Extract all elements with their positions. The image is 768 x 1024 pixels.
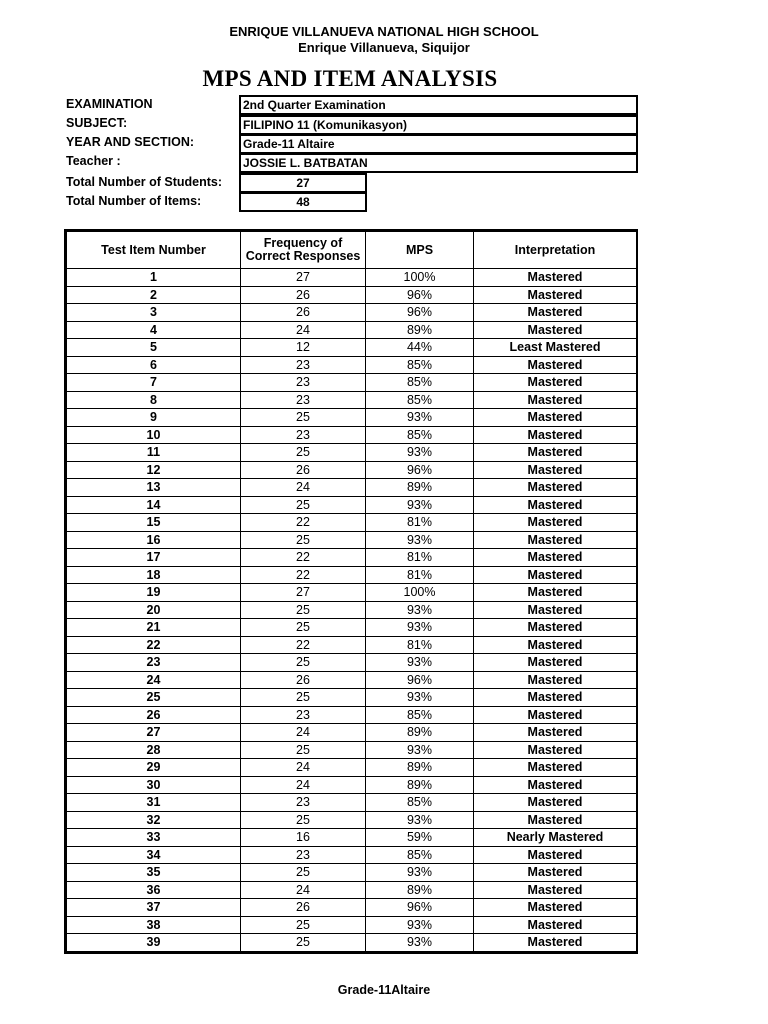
item-number-cell: 9 xyxy=(67,409,241,427)
students-value: 27 xyxy=(239,173,367,193)
interpretation-cell: Mastered xyxy=(474,636,637,654)
table-row xyxy=(67,444,637,462)
table-row xyxy=(67,899,637,917)
item-number-cell: 17 xyxy=(67,549,241,567)
interpretation-cell: Mastered xyxy=(474,846,637,864)
mps-cell: 89% xyxy=(366,479,474,497)
interpretation-cell: Mastered xyxy=(474,706,637,724)
mps-cell: 96% xyxy=(366,899,474,917)
mps-cell: 93% xyxy=(366,444,474,462)
frequency-cell: 22 xyxy=(241,636,366,654)
footer-text: Grade-11Altaire xyxy=(337,983,431,997)
item-number-cell: 4 xyxy=(67,321,241,339)
interpretation-cell: Mastered xyxy=(474,269,637,287)
students-label: Total Number of Students: xyxy=(66,175,223,189)
item-number-cell: 37 xyxy=(67,899,241,917)
mps-cell: 93% xyxy=(366,531,474,549)
mps-cell: 96% xyxy=(366,671,474,689)
item-number-cell: 3 xyxy=(67,304,241,322)
mps-cell: 89% xyxy=(366,881,474,899)
table-row xyxy=(67,549,637,567)
subject-label: SUBJECT: xyxy=(66,116,128,130)
table-row xyxy=(67,934,637,952)
mps-cell: 89% xyxy=(366,776,474,794)
frequency-cell: 25 xyxy=(241,689,366,707)
interpretation-cell: Mastered xyxy=(474,759,637,777)
table-row xyxy=(67,461,637,479)
interpretation-cell: Mastered xyxy=(474,531,637,549)
mps-cell: 44% xyxy=(366,339,474,357)
item-number-cell: 36 xyxy=(67,881,241,899)
item-number-cell: 20 xyxy=(67,601,241,619)
mps-cell: 93% xyxy=(366,916,474,934)
mps-cell: 81% xyxy=(366,549,474,567)
table-row xyxy=(67,619,637,637)
table-row xyxy=(67,321,637,339)
frequency-cell: 24 xyxy=(241,724,366,742)
mps-cell: 81% xyxy=(366,514,474,532)
item-number-cell: 5 xyxy=(67,339,241,357)
interpretation-cell: Mastered xyxy=(474,321,637,339)
frequency-cell: 25 xyxy=(241,811,366,829)
item-number-cell: 7 xyxy=(67,374,241,392)
table-row xyxy=(67,339,637,357)
item-number-cell: 35 xyxy=(67,864,241,882)
table-row xyxy=(67,829,637,847)
item-number-cell: 32 xyxy=(67,811,241,829)
interpretation-cell: Mastered xyxy=(474,899,637,917)
mps-cell: 85% xyxy=(366,391,474,409)
interpretation-cell: Mastered xyxy=(474,514,637,532)
frequency-cell: 25 xyxy=(241,934,366,952)
table-row xyxy=(67,479,637,497)
table-row xyxy=(67,426,637,444)
interpretation-cell: Mastered xyxy=(474,584,637,602)
mps-cell: 93% xyxy=(366,864,474,882)
interpretation-cell: Mastered xyxy=(474,444,637,462)
mps-cell: 100% xyxy=(366,584,474,602)
interpretation-cell: Mastered xyxy=(474,741,637,759)
frequency-cell: 24 xyxy=(241,881,366,899)
interpretation-cell: Nearly Mastered xyxy=(474,829,637,847)
table-row xyxy=(67,584,637,602)
mps-cell: 85% xyxy=(366,426,474,444)
frequency-cell: 25 xyxy=(241,531,366,549)
item-number-cell: 8 xyxy=(67,391,241,409)
item-number-cell: 38 xyxy=(67,916,241,934)
table-row xyxy=(67,864,637,882)
item-number-cell: 11 xyxy=(67,444,241,462)
mps-cell: 93% xyxy=(366,409,474,427)
mps-cell: 93% xyxy=(366,601,474,619)
table-row xyxy=(67,776,637,794)
interpretation-cell: Mastered xyxy=(474,619,637,637)
mps-cell: 85% xyxy=(366,706,474,724)
frequency-cell: 25 xyxy=(241,619,366,637)
item-number-cell: 13 xyxy=(67,479,241,497)
table-row xyxy=(67,269,637,287)
mps-cell: 93% xyxy=(366,934,474,952)
item-number-cell: 2 xyxy=(67,286,241,304)
interpretation-cell: Mastered xyxy=(474,671,637,689)
item-number-cell: 26 xyxy=(67,706,241,724)
mps-cell: 85% xyxy=(366,374,474,392)
item-number-cell: 23 xyxy=(67,654,241,672)
interpretation-cell: Mastered xyxy=(474,934,637,952)
mps-cell: 89% xyxy=(366,724,474,742)
mps-cell: 93% xyxy=(366,654,474,672)
item-number-cell: 6 xyxy=(67,356,241,374)
teacher-label: Teacher : xyxy=(66,154,121,168)
mps-cell: 59% xyxy=(366,829,474,847)
frequency-cell: 26 xyxy=(241,899,366,917)
frequency-cell: 23 xyxy=(241,846,366,864)
table-row xyxy=(67,706,637,724)
frequency-cell: 25 xyxy=(241,654,366,672)
table-row xyxy=(67,636,637,654)
frequency-cell: 25 xyxy=(241,496,366,514)
item-number-cell: 16 xyxy=(67,531,241,549)
interpretation-cell: Mastered xyxy=(474,391,637,409)
table-row xyxy=(67,514,637,532)
frequency-cell: 23 xyxy=(241,391,366,409)
mps-cell: 96% xyxy=(366,461,474,479)
frequency-cell: 27 xyxy=(241,584,366,602)
frequency-cell: 24 xyxy=(241,776,366,794)
item-number-cell: 29 xyxy=(67,759,241,777)
interpretation-cell: Mastered xyxy=(474,374,637,392)
mps-cell: 100% xyxy=(366,269,474,287)
items-value: 48 xyxy=(239,192,367,212)
frequency-cell: 25 xyxy=(241,741,366,759)
item-number-cell: 34 xyxy=(67,846,241,864)
column-header-mps: MPS xyxy=(366,232,474,269)
frequency-cell: 23 xyxy=(241,374,366,392)
interpretation-cell: Mastered xyxy=(474,496,637,514)
table-row xyxy=(67,759,637,777)
table-row xyxy=(67,689,637,707)
frequency-cell: 26 xyxy=(241,304,366,322)
table-row xyxy=(67,304,637,322)
mps-cell: 85% xyxy=(366,846,474,864)
column-header-frequency: Frequency of Correct Responses xyxy=(241,232,366,269)
interpretation-cell: Mastered xyxy=(474,566,637,584)
year-section-value: Grade-11 Altaire xyxy=(239,134,638,154)
table-row xyxy=(67,741,637,759)
mps-cell: 85% xyxy=(366,356,474,374)
item-number-cell: 31 xyxy=(67,794,241,812)
interpretation-cell: Mastered xyxy=(474,409,637,427)
interpretation-cell: Mastered xyxy=(474,426,637,444)
teacher-value: JOSSIE L. BATBATAN xyxy=(239,153,638,173)
frequency-cell: 22 xyxy=(241,566,366,584)
interpretation-cell: Mastered xyxy=(474,794,637,812)
item-number-cell: 24 xyxy=(67,671,241,689)
year-section-label: YEAR AND SECTION: xyxy=(66,135,195,149)
table-row xyxy=(67,286,637,304)
item-number-cell: 39 xyxy=(67,934,241,952)
mps-cell: 81% xyxy=(366,636,474,654)
frequency-cell: 24 xyxy=(241,479,366,497)
frequency-cell: 26 xyxy=(241,461,366,479)
mps-cell: 93% xyxy=(366,741,474,759)
frequency-cell: 23 xyxy=(241,794,366,812)
frequency-cell: 22 xyxy=(241,514,366,532)
examination-label: EXAMINATION xyxy=(66,97,153,111)
interpretation-cell: Mastered xyxy=(474,479,637,497)
frequency-cell: 25 xyxy=(241,409,366,427)
table-row xyxy=(67,531,637,549)
frequency-cell: 23 xyxy=(241,706,366,724)
mps-cell: 85% xyxy=(366,794,474,812)
frequency-cell: 23 xyxy=(241,356,366,374)
table-row xyxy=(67,846,637,864)
interpretation-cell: Mastered xyxy=(474,811,637,829)
frequency-cell: 12 xyxy=(241,339,366,357)
interpretation-cell: Mastered xyxy=(474,881,637,899)
table-row xyxy=(67,654,637,672)
frequency-cell: 25 xyxy=(241,444,366,462)
item-number-cell: 19 xyxy=(67,584,241,602)
frequency-cell: 24 xyxy=(241,759,366,777)
interpretation-cell: Mastered xyxy=(474,776,637,794)
item-number-cell: 27 xyxy=(67,724,241,742)
school-address: Enrique Villanueva, Siquijor xyxy=(298,40,470,55)
mps-cell: 96% xyxy=(366,286,474,304)
table-row xyxy=(67,724,637,742)
frequency-cell: 27 xyxy=(241,269,366,287)
interpretation-cell: Mastered xyxy=(474,724,637,742)
item-number-cell: 12 xyxy=(67,461,241,479)
interpretation-cell: Least Mastered xyxy=(474,339,637,357)
frequency-cell: 23 xyxy=(241,426,366,444)
frequency-cell: 22 xyxy=(241,549,366,567)
item-number-cell: 25 xyxy=(67,689,241,707)
table-row xyxy=(67,916,637,934)
interpretation-cell: Mastered xyxy=(474,689,637,707)
mps-cell: 93% xyxy=(366,811,474,829)
interpretation-cell: Mastered xyxy=(474,549,637,567)
table-row xyxy=(67,496,637,514)
mps-cell: 89% xyxy=(366,321,474,339)
item-number-cell: 30 xyxy=(67,776,241,794)
table-row xyxy=(67,811,637,829)
table-row xyxy=(67,374,637,392)
mps-cell: 89% xyxy=(366,759,474,777)
frequency-cell: 16 xyxy=(241,829,366,847)
interpretation-cell: Mastered xyxy=(474,356,637,374)
frequency-cell: 25 xyxy=(241,916,366,934)
mps-cell: 93% xyxy=(366,689,474,707)
table-row xyxy=(67,566,637,584)
items-label: Total Number of Items: xyxy=(66,194,202,208)
examination-value: 2nd Quarter Examination xyxy=(239,95,638,115)
frequency-cell: 24 xyxy=(241,321,366,339)
interpretation-cell: Mastered xyxy=(474,304,637,322)
column-header-item-number: Test Item Number xyxy=(67,232,241,269)
page-title: MPS AND ITEM ANALYSIS xyxy=(202,66,498,91)
table-row xyxy=(67,356,637,374)
item-number-cell: 14 xyxy=(67,496,241,514)
frequency-cell: 26 xyxy=(241,286,366,304)
item-number-cell: 18 xyxy=(67,566,241,584)
frequency-cell: 25 xyxy=(241,864,366,882)
mps-cell: 81% xyxy=(366,566,474,584)
table-row xyxy=(67,601,637,619)
table-row xyxy=(67,794,637,812)
table-row xyxy=(67,409,637,427)
interpretation-cell: Mastered xyxy=(474,461,637,479)
interpretation-cell: Mastered xyxy=(474,286,637,304)
interpretation-cell: Mastered xyxy=(474,864,637,882)
item-number-cell: 22 xyxy=(67,636,241,654)
subject-value: FILIPINO 11 (Komunikasyon) xyxy=(239,115,638,135)
mps-cell: 93% xyxy=(366,619,474,637)
item-number-cell: 21 xyxy=(67,619,241,637)
item-number-cell: 1 xyxy=(67,269,241,287)
school-name: ENRIQUE VILLANUEVA NATIONAL HIGH SCHOOL xyxy=(229,24,539,39)
frequency-cell: 26 xyxy=(241,671,366,689)
item-analysis-table xyxy=(64,229,638,954)
table-row xyxy=(67,881,637,899)
interpretation-cell: Mastered xyxy=(474,654,637,672)
item-number-cell: 28 xyxy=(67,741,241,759)
interpretation-cell: Mastered xyxy=(474,916,637,934)
mps-cell: 93% xyxy=(366,496,474,514)
item-number-cell: 10 xyxy=(67,426,241,444)
frequency-cell: 25 xyxy=(241,601,366,619)
table-header-row xyxy=(67,232,637,269)
interpretation-cell: Mastered xyxy=(474,601,637,619)
mps-cell: 96% xyxy=(366,304,474,322)
table-row xyxy=(67,391,637,409)
item-number-cell: 33 xyxy=(67,829,241,847)
item-number-cell: 15 xyxy=(67,514,241,532)
table-row xyxy=(67,671,637,689)
column-header-interpretation: Interpretation xyxy=(474,232,637,269)
